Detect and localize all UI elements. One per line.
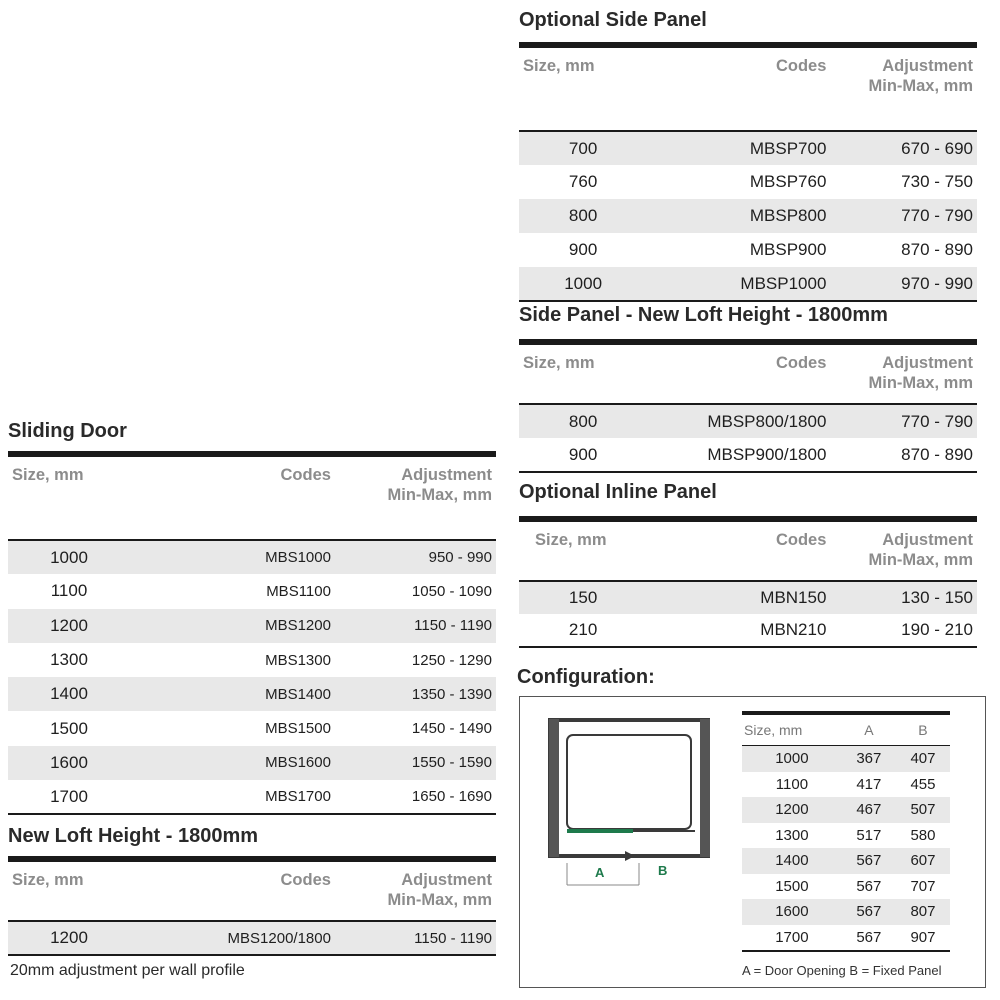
adjustment-cell: 1250 - 1290 (411, 651, 492, 669)
b-cell: 580 (910, 826, 936, 844)
size-cell: 1300 (775, 826, 809, 844)
table-row (742, 874, 950, 900)
table-row (519, 581, 977, 614)
header-codes: Codes (130, 859, 335, 921)
section-title: Side Panel - New Loft Height - 1800mm (519, 304, 888, 326)
size-cell: 900 (519, 438, 647, 472)
table-row (8, 780, 496, 814)
adjustment-cell: 1150 - 1190 (335, 921, 496, 955)
wall-right (700, 719, 710, 857)
table-row (742, 772, 950, 798)
table-row (8, 711, 496, 745)
code-cell: MBSP760 (749, 172, 827, 191)
header-adjustment: Adjustment Min-Max, mm (830, 45, 977, 131)
optional-inline-panel-section (519, 478, 977, 648)
code-cell: MBN210 (647, 614, 830, 647)
direction-arrow-icon (625, 851, 635, 861)
adjustment-cell: 1150 - 1190 (335, 609, 496, 643)
code-cell: MBS1700 (130, 780, 335, 814)
table-row (8, 609, 496, 643)
adjustment-cell: 1450 - 1490 (411, 720, 492, 738)
table-row (519, 404, 977, 438)
a-cell: 417 (856, 775, 882, 793)
table-row (742, 823, 950, 849)
table-row (519, 233, 977, 267)
table-row (519, 267, 977, 301)
adjustment-cell: 130 - 150 (830, 581, 977, 614)
size-cell: 900 (568, 240, 598, 259)
header-adjustment: Adjustment Min-Max, mm (830, 519, 977, 581)
header-b: B (896, 713, 950, 746)
b-cell: 807 (896, 899, 950, 925)
header-size: Size, mm (8, 454, 130, 540)
code-cell: MBS1000 (130, 540, 335, 574)
size-cell: 700 (519, 131, 647, 165)
header-a: A (842, 713, 896, 746)
header-size: Size, mm (8, 859, 130, 921)
header-codes: Codes (130, 454, 335, 540)
glass-panel (567, 735, 691, 829)
code-cell: MBS1400 (130, 677, 335, 711)
code-cell: MBSP1000 (647, 267, 830, 301)
code-cell: MBSP900 (749, 240, 827, 259)
header-size: Size, mm (519, 45, 647, 131)
size-cell: 1200 (8, 609, 130, 643)
size-cell: 1100 (775, 775, 809, 793)
sliding-door-table (8, 451, 496, 815)
header-size: Size, mm (519, 342, 647, 404)
size-cell: 210 (519, 614, 647, 647)
table-row (8, 643, 496, 677)
configuration-legend: A = Door Opening B = Fixed Panel (742, 963, 942, 978)
b-cell: 455 (910, 775, 936, 793)
table-row (742, 899, 950, 925)
size-cell: 150 (519, 581, 647, 614)
table-row (742, 925, 950, 952)
section-title: Optional Inline Panel (519, 481, 717, 503)
header-codes: Codes (647, 45, 830, 131)
adjustment-cell: 190 - 210 (830, 614, 977, 647)
section-title: Optional Side Panel (519, 9, 707, 31)
optional-side-panel-table (519, 42, 977, 302)
optional-inline-panel-table (519, 516, 977, 648)
new-loft-height-table (8, 856, 496, 956)
code-cell: MBN150 (647, 581, 830, 614)
a-cell: 517 (856, 826, 882, 844)
configuration-diagram (545, 715, 725, 895)
footnote: 20mm adjustment per wall profile (10, 962, 245, 979)
adjustment-cell: 770 - 790 (830, 404, 977, 438)
table-row (8, 574, 496, 608)
sliding-door-section (8, 417, 496, 815)
code-cell: MBSP700 (647, 131, 830, 165)
table-row (519, 614, 977, 647)
b-cell: 407 (896, 746, 950, 772)
table-row (519, 131, 977, 165)
header-adjustment: Adjustment Min-Max, mm (830, 342, 977, 404)
side-panel-loft-table (519, 339, 977, 473)
a-cell: 467 (842, 797, 896, 823)
table-row (8, 746, 496, 780)
header-adjustment: Adjustment Min-Max, mm (335, 859, 496, 921)
adjustment-cell: 1050 - 1090 (411, 582, 492, 600)
header-codes: Codes (647, 519, 830, 581)
adjustment-cell: 770 - 790 (830, 199, 977, 233)
a-cell: 567 (842, 899, 896, 925)
section-title: New Loft Height - 1800mm (8, 825, 259, 847)
size-cell: 1200 (8, 921, 130, 955)
code-cell: MBSP800/1800 (647, 404, 830, 438)
configuration-title: Configuration: (517, 666, 655, 688)
table-row (742, 797, 950, 823)
header-codes: Codes (647, 342, 830, 404)
a-cell: 367 (842, 746, 896, 772)
new-loft-height-section (8, 822, 496, 956)
b-cell: 707 (910, 877, 936, 895)
table-row (8, 540, 496, 574)
size-cell: 1000 (8, 540, 130, 574)
size-cell: 1700 (8, 780, 130, 814)
code-cell: MBS1600 (130, 746, 335, 780)
adjustment-cell: 950 - 990 (335, 540, 496, 574)
size-cell: 1200 (742, 797, 842, 823)
size-cell: 800 (519, 404, 647, 438)
code-cell: MBS1200/1800 (130, 921, 335, 955)
table-row (519, 199, 977, 233)
code-cell: MBSP800 (647, 199, 830, 233)
adjustment-cell: 1350 - 1390 (335, 677, 496, 711)
b-cell: 607 (896, 848, 950, 874)
size-cell: 1500 (50, 718, 88, 738)
header-size: Size, mm (519, 519, 647, 581)
size-cell: 1500 (775, 877, 809, 895)
size-cell: 1400 (8, 677, 130, 711)
size-cell: 1300 (50, 650, 88, 670)
size-cell: 1100 (50, 581, 88, 601)
configuration-table (742, 711, 950, 952)
table-row (519, 165, 977, 199)
a-cell: 567 (856, 877, 882, 895)
size-cell: 1600 (742, 899, 842, 925)
size-cell: 1600 (8, 746, 130, 780)
side-panel-loft-section (519, 301, 977, 473)
code-cell: MBSP900/1800 (647, 438, 830, 472)
table-row (519, 438, 977, 472)
b-cell: 907 (896, 925, 950, 952)
adjustment-cell: 1550 - 1590 (335, 746, 496, 780)
configuration-box (519, 696, 986, 988)
table-row (8, 677, 496, 711)
header-size: Size, mm (742, 713, 842, 746)
size-cell: 1400 (742, 848, 842, 874)
wall-left (549, 719, 559, 857)
code-cell: MBS1500 (265, 720, 331, 738)
a-cell: 567 (842, 925, 896, 952)
a-cell: 567 (842, 848, 896, 874)
table-row (742, 848, 950, 874)
size-cell: 1000 (519, 267, 647, 301)
table-row (8, 921, 496, 955)
adjustment-cell: 670 - 690 (830, 131, 977, 165)
enclosure-frame (550, 720, 708, 856)
dimension-b-label: B (658, 863, 668, 878)
b-cell: 507 (896, 797, 950, 823)
size-cell: 760 (568, 172, 598, 191)
section-title: Sliding Door (8, 420, 127, 442)
adjustment-cell: 870 - 890 (901, 240, 973, 259)
dimension-a-label: A (595, 865, 605, 880)
header-adjustment: Adjustment Min-Max, mm (335, 454, 496, 540)
code-cell: MBS1200 (130, 609, 335, 643)
size-cell: 800 (519, 199, 647, 233)
size-cell: 1700 (742, 925, 842, 952)
size-cell: 1000 (742, 746, 842, 772)
code-cell: MBS1100 (266, 582, 331, 600)
adjustment-cell: 970 - 990 (830, 267, 977, 301)
adjustment-cell: 730 - 750 (901, 172, 973, 191)
adjustment-cell: 1650 - 1690 (335, 780, 496, 814)
adjustment-cell: 870 - 890 (830, 438, 977, 472)
table-row (742, 746, 950, 772)
optional-side-panel-section (519, 6, 977, 302)
code-cell: MBS1300 (265, 651, 331, 669)
